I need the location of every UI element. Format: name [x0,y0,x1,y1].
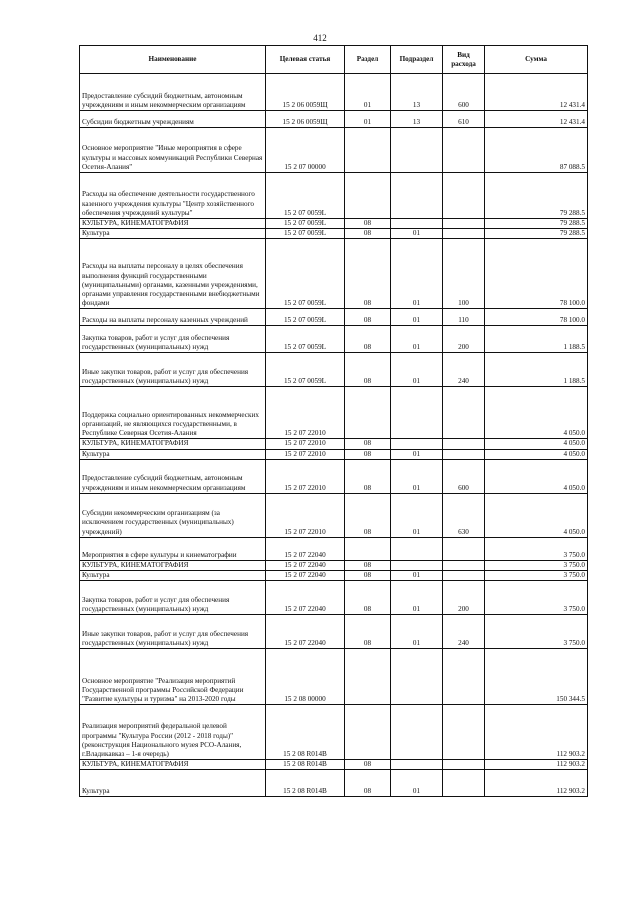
header-name: Наименование [80,46,266,74]
cell-target: 15 2 07 22040 [266,571,345,581]
cell-target: 15 2 07 22040 [266,615,345,649]
cell-vid: 100 [443,239,485,309]
cell-vid [443,387,485,439]
cell-podrazdel: 01 [391,571,443,581]
cell-name: Закупка товаров, работ и услуг для обеспечения государственных (муниципальных) нужд [80,326,266,353]
cell-sum: 4 050.0 [485,449,588,459]
cell-vid: 610 [443,111,485,128]
cell-target: 15 2 07 22010 [266,449,345,459]
cell-sum: 112 903.2 [485,770,588,797]
cell-sum: 1 188.5 [485,326,588,353]
cell-razdel: 08 [345,459,391,493]
cell-name: КУЛЬТУРА, КИНЕМАТОГРАФИЯ [80,760,266,770]
header-vid: Вид расхода [443,46,485,74]
table-row [80,581,588,615]
header-target: Целевая статья [266,46,345,74]
cell-sum: 1 188.5 [485,353,588,387]
cell-podrazdel: 01 [391,770,443,797]
cell-name: Поддержка социально ориентированных некоммерческих организаций, не являющихся государственными, в Республике Северная Осетия-Алания [80,387,266,439]
cell-name: Расходы на обеспечение деятельности государственного казенного учреждения культуры "Центр хозяйственного обеспечения учреждений культуры" [80,173,266,219]
cell-target: 15 2 08 00000 [266,649,345,705]
cell-podrazdel [391,705,443,760]
cell-name: Расходы на выплаты персоналу казенных учреждений [80,309,266,326]
cell-name: Иные закупки товаров, работ и услуг для обеспечения государственных (муниципальных) нужд [80,615,266,649]
cell-razdel: 08 [345,770,391,797]
cell-sum: 78 100.0 [485,239,588,309]
cell-target: 15 2 07 00000 [266,128,345,173]
cell-razdel [345,128,391,173]
cell-podrazdel [391,439,443,449]
cell-target: 15 2 07 0059L [266,229,345,239]
cell-razdel: 08 [345,571,391,581]
cell-vid: 110 [443,309,485,326]
table-row [80,493,588,537]
cell-name: Субсидии некоммерческим организациям (за исключением государственных (муниципальных) учреждений) [80,493,266,537]
cell-name: Предоставление субсидий бюджетным, автономным учреждениям и иным некоммерческим организациям [80,74,266,111]
table-row [80,111,588,128]
cell-sum: 3 750.0 [485,615,588,649]
cell-target: 15 2 08 R014B [266,760,345,770]
cell-name: Расходы на выплаты персоналу в целях обеспечения выполнения функций государственными (муниципальными) органами, казенными учреждениями, органами управления государственными внебюджетными фондами [80,239,266,309]
table-row [80,309,588,326]
cell-podrazdel [391,128,443,173]
cell-target: 15 2 07 0059L [266,309,345,326]
cell-name: Реализация мероприятий федеральной целевой программы "Культура России (2012 - 2018 годы)" (реконструкция Национального музея РСО-Алания, г.Владикавказ – 1-я очередь) [80,705,266,760]
table-row [80,537,588,560]
cell-vid: 240 [443,615,485,649]
cell-vid: 630 [443,493,485,537]
cell-razdel: 08 [345,615,391,649]
table-row [80,74,588,111]
table-row [80,459,588,493]
cell-vid [443,760,485,770]
page-number: 412 [313,33,327,43]
cell-razdel: 08 [345,229,391,239]
cell-podrazdel [391,173,443,219]
cell-podrazdel: 13 [391,74,443,111]
cell-podrazdel: 01 [391,493,443,537]
cell-razdel: 08 [345,219,391,229]
cell-target: 15 2 07 22040 [266,537,345,560]
cell-sum: 4 050.0 [485,387,588,439]
table-header-row [80,46,588,74]
cell-razdel: 08 [345,326,391,353]
table-row [80,229,588,239]
cell-podrazdel: 01 [391,615,443,649]
cell-podrazdel [391,560,443,570]
table-row [80,571,588,581]
cell-target: 15 2 07 0059L [266,219,345,229]
cell-target: 15 2 07 0059L [266,326,345,353]
cell-target: 15 2 07 22010 [266,493,345,537]
cell-sum: 79 288.5 [485,173,588,219]
cell-sum: 79 288.5 [485,229,588,239]
cell-sum: 87 088.5 [485,128,588,173]
cell-target: 15 2 07 0059L [266,239,345,309]
cell-razdel [345,173,391,219]
cell-podrazdel [391,219,443,229]
cell-target: 15 2 07 22010 [266,439,345,449]
cell-name: КУЛЬТУРА, КИНЕМАТОГРАФИЯ [80,219,266,229]
cell-sum: 3 750.0 [485,537,588,560]
cell-vid: 240 [443,353,485,387]
cell-razdel: 08 [345,439,391,449]
table-row [80,615,588,649]
table-row [80,439,588,449]
table-row [80,239,588,309]
cell-sum: 4 050.0 [485,459,588,493]
cell-name: Иные закупки товаров, работ и услуг для обеспечения государственных (муниципальных) нужд [80,353,266,387]
cell-name: Культура [80,571,266,581]
cell-sum: 78 100.0 [485,309,588,326]
cell-vid [443,770,485,797]
table-row [80,387,588,439]
cell-target: 15 2 07 0059L [266,353,345,387]
cell-sum: 4 050.0 [485,493,588,537]
cell-name: Предоставление субсидий бюджетным, автономным учреждениям и иным некоммерческим организациям [80,459,266,493]
table-row [80,449,588,459]
cell-vid [443,173,485,219]
header-podrazdel: Подраздел [391,46,443,74]
cell-target: 15 2 07 22010 [266,387,345,439]
cell-podrazdel [391,649,443,705]
cell-vid [443,571,485,581]
cell-podrazdel: 01 [391,326,443,353]
table-row [80,128,588,173]
cell-target: 15 2 07 0059L [266,173,345,219]
cell-podrazdel [391,537,443,560]
cell-target: 15 2 07 22010 [266,459,345,493]
cell-podrazdel: 01 [391,239,443,309]
cell-razdel: 08 [345,493,391,537]
header-sum: Сумма [485,46,588,74]
cell-podrazdel: 01 [391,309,443,326]
cell-name: КУЛЬТУРА, КИНЕМАТОГРАФИЯ [80,439,266,449]
cell-name: КУЛЬТУРА, КИНЕМАТОГРАФИЯ [80,560,266,570]
table-row [80,705,588,760]
table-row [80,760,588,770]
cell-podrazdel: 01 [391,581,443,615]
cell-vid [443,560,485,570]
cell-razdel: 08 [345,760,391,770]
table-row [80,353,588,387]
cell-sum: 150 344.5 [485,649,588,705]
cell-name: Основное мероприятие "Реализация мероприятий Государственной программы Российской Федерации "Развитие культуры и туризма" на 2013-2020 годы [80,649,266,705]
header-razdel: Раздел [345,46,391,74]
cell-sum: 3 750.0 [485,571,588,581]
cell-target: 15 2 08 R014B [266,705,345,760]
table-row [80,326,588,353]
cell-name: Культура [80,449,266,459]
cell-razdel [345,537,391,560]
cell-target: 15 2 07 22040 [266,581,345,615]
cell-sum: 12 431.4 [485,74,588,111]
table-row [80,173,588,219]
cell-name: Закупка товаров, работ и услуг для обеспечения государственных (муниципальных) нужд [80,581,266,615]
cell-razdel: 08 [345,239,391,309]
cell-vid [443,705,485,760]
table-row [80,770,588,797]
cell-sum: 3 750.0 [485,560,588,570]
cell-sum: 79 288.5 [485,219,588,229]
cell-vid: 600 [443,74,485,111]
cell-vid [443,537,485,560]
cell-vid: 600 [443,459,485,493]
cell-razdel: 08 [345,353,391,387]
cell-vid [443,229,485,239]
cell-podrazdel [391,760,443,770]
cell-podrazdel: 01 [391,449,443,459]
cell-sum: 3 750.0 [485,581,588,615]
table-row [80,560,588,570]
cell-target: 15 2 08 R014B [266,770,345,797]
cell-razdel [345,705,391,760]
cell-vid: 200 [443,326,485,353]
cell-name: Субсидии бюджетным учреждениям [80,111,266,128]
table-row [80,219,588,229]
cell-name: Культура [80,770,266,797]
cell-podrazdel [391,387,443,439]
cell-sum: 4 050.0 [485,439,588,449]
cell-razdel [345,387,391,439]
cell-vid [443,219,485,229]
cell-razdel: 08 [345,560,391,570]
cell-vid [443,649,485,705]
cell-name: Культура [80,229,266,239]
cell-sum: 12 431.4 [485,111,588,128]
cell-razdel [345,649,391,705]
cell-razdel: 08 [345,581,391,615]
cell-razdel: 01 [345,111,391,128]
cell-podrazdel: 01 [391,353,443,387]
cell-vid [443,439,485,449]
cell-vid [443,128,485,173]
cell-razdel: 01 [345,74,391,111]
cell-podrazdel: 13 [391,111,443,128]
cell-podrazdel: 01 [391,229,443,239]
cell-name: Основное мероприятие "Иные мероприятия в сфере культуры и массовых коммуникаций Республики Северная Осетия-Алания" [80,128,266,173]
budget-table [79,45,588,797]
cell-sum: 112 903.2 [485,760,588,770]
cell-podrazdel: 01 [391,459,443,493]
cell-target: 15 2 06 0059Щ [266,111,345,128]
cell-name: Мероприятия в сфере культуры и кинематографии [80,537,266,560]
cell-razdel: 08 [345,449,391,459]
cell-sum: 112 903.2 [485,705,588,760]
cell-target: 15 2 06 0059Щ [266,74,345,111]
cell-vid: 200 [443,581,485,615]
cell-target: 15 2 07 22040 [266,560,345,570]
cell-razdel: 08 [345,309,391,326]
table-row [80,649,588,705]
cell-vid [443,449,485,459]
